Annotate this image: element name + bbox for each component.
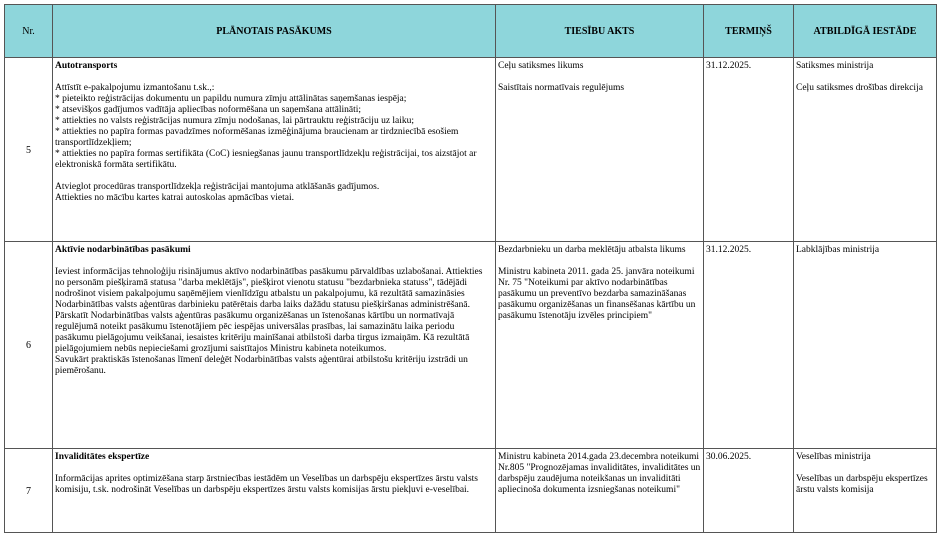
law-cell (496, 449, 704, 533)
measure-text: Attiekties no mācību kartes katrai autoskolas apmācības vietai. (55, 193, 295, 203)
measure-text: * atsevišķos gadījumos vadītāja apliecības noformēšana un saņemšana attālināti; (55, 105, 362, 115)
responsible-text: Satiksmes ministrija (796, 61, 874, 71)
table-row (5, 58, 937, 242)
responsible-cell (794, 242, 937, 449)
responsible-text: Veselības ministrija (796, 452, 871, 462)
law-text: Ministru kabineta 2011. gada 25. janvāra noteikumi Nr. 75 "Noteikumi par aktīvo nodarbinātības pasākumu un preventīvo bezdarba samazināšanas pasākumu organizēšanas un finansēšanas kārtību un pasākumu īstenotāju izvēles principiem" (498, 267, 696, 321)
measure-text: * pieteikto reģistrācijas dokumentu un papildu numura zīmju attālinātas saņemšanas iespēja; (55, 94, 407, 104)
measure-title: Aktīvie nodarbinātības pasākumi (55, 245, 191, 255)
measure-text: Informācijas aprites optimizēšana starp ārstniecības iestādēm un Veselības un darbspēju ekspertīzes ārstu valsts komisiju, t.sk. nodrošināt Veselības un darbspēju ekspertīzes ārstu valsts komisijas ārstu piekļuvi e-veselībai. (55, 474, 478, 495)
header-nr: Nr. (5, 5, 53, 58)
law-cell (496, 58, 704, 242)
measure-text: * attiekties no papīra formas sertifikāta (CoC) iesniegšanas jaunu transportlīdzekļu reģistrācijai, tos aizstājot ar elektroniskā formāta sertifikātu. (55, 149, 477, 170)
row-number: 6 (5, 242, 53, 449)
table-header-row (5, 5, 937, 58)
table-row (5, 242, 937, 449)
measure-text: Pārskatīt Nodarbinātības valsts aģentūras pasākumu organizēšanas un īstenošanas kārtību un normatīvajā regulējumā noteikt pasākumu īstenotājiem pēc iespējas universālas prasības, lai samazinātu laika periodu pasākumu pielāgojumu veikšanai, iesaistes kritēriju mainīšanai atbilstoši darba tirgus izmaiņām. Kā rezultātā pielāgojumiem nebūs nepieciešami grozījumi saistītajos Ministru kabineta noteikumos. (55, 311, 470, 354)
responsible-text: Labklājības ministrija (796, 245, 880, 255)
measure-text: Ieviest informācijas tehnoloģiju risinājumus aktīvo nodarbinātības pasākumu pārvaldības uzlabošanai. Attiekties no personām piešķiramā statusa "darba meklētājs", piešķirot vienotu statusu "bezdarbnieka statuss", tādējādi nodrošinot visiem pakalpojumu saņēmējiem vienlīdzīgu atbalstu un pakalpojumu, kā rezultātā samazināsies Nodarbinātības valsts aģentūras darbinieku patērētais darba laiks dažādu statusu piešķiršanas administrēšanā. (55, 267, 483, 310)
deadline-cell: 31.12.2025. (704, 58, 794, 242)
measure-cell (53, 58, 496, 242)
law-text: Saistītais normatīvais regulējums (498, 83, 625, 93)
measure-text: Atvieglot procedūras transportlīdzekļa reģistrācijai mantojuma atklāšanās gadījumos. (55, 182, 380, 192)
measure-cell (53, 449, 496, 533)
law-text: Ceļu satiksmes likums (498, 61, 584, 71)
measures-table (4, 4, 937, 533)
measure-title: Autotransports (55, 61, 118, 71)
header-measure: PLĀNOTAIS PASĀKUMS (53, 5, 496, 58)
header-deadline: TERMIŅŠ (704, 5, 794, 58)
row-number: 5 (5, 58, 53, 242)
row-number: 7 (5, 449, 53, 533)
measure-cell (53, 242, 496, 449)
responsible-cell (794, 449, 937, 533)
deadline-cell: 31.12.2025. (704, 242, 794, 449)
measure-title: Invaliditātes ekspertīze (55, 452, 150, 462)
header-responsible: ATBILDĪGĀ IESTĀDE (794, 5, 937, 58)
responsible-text: Ceļu satiksmes drošības direkcija (796, 83, 923, 93)
responsible-cell (794, 58, 937, 242)
responsible-text: Veselības un darbspēju ekspertīzes ārstu valsts komisija (796, 474, 928, 495)
law-cell (496, 242, 704, 449)
measure-text: * attiekties no valsts reģistrācijas numura zīmju nodošanas, lai pārtrauktu reģistrāciju uz laiku; (55, 116, 415, 126)
header-law: TIESĪBU AKTS (496, 5, 704, 58)
law-text: Bezdarbnieku un darba meklētāju atbalsta likums (498, 245, 686, 255)
table-row (5, 449, 937, 533)
deadline-cell: 30.06.2025. (704, 449, 794, 533)
law-text: Ministru kabineta 2014.gada 23.decembra noteikumi Nr.805 "Prognozējamas invaliditātes, invaliditātes un darbspēju zaudējuma noteikšanas un invaliditāti apliecinoša dokumenta izsniegšanas noteikumi" (498, 452, 701, 495)
measure-text: * attiekties no papīra formas pavadzīmes noformēšanas izmēģinājuma braucienam ar tirdzniecībā esošiem transportlīdzekļiem; (55, 127, 459, 148)
measure-text: Attīstīt e-pakalpojumu izmantošanu t.sk.,: (55, 83, 215, 93)
measure-text: Savukārt praktiskās īstenošanas līmenī deleģēt Nodarbinātības valsts aģentūrai atbilstošu kritēriju izstrādi un piemērošanu. (55, 355, 468, 376)
